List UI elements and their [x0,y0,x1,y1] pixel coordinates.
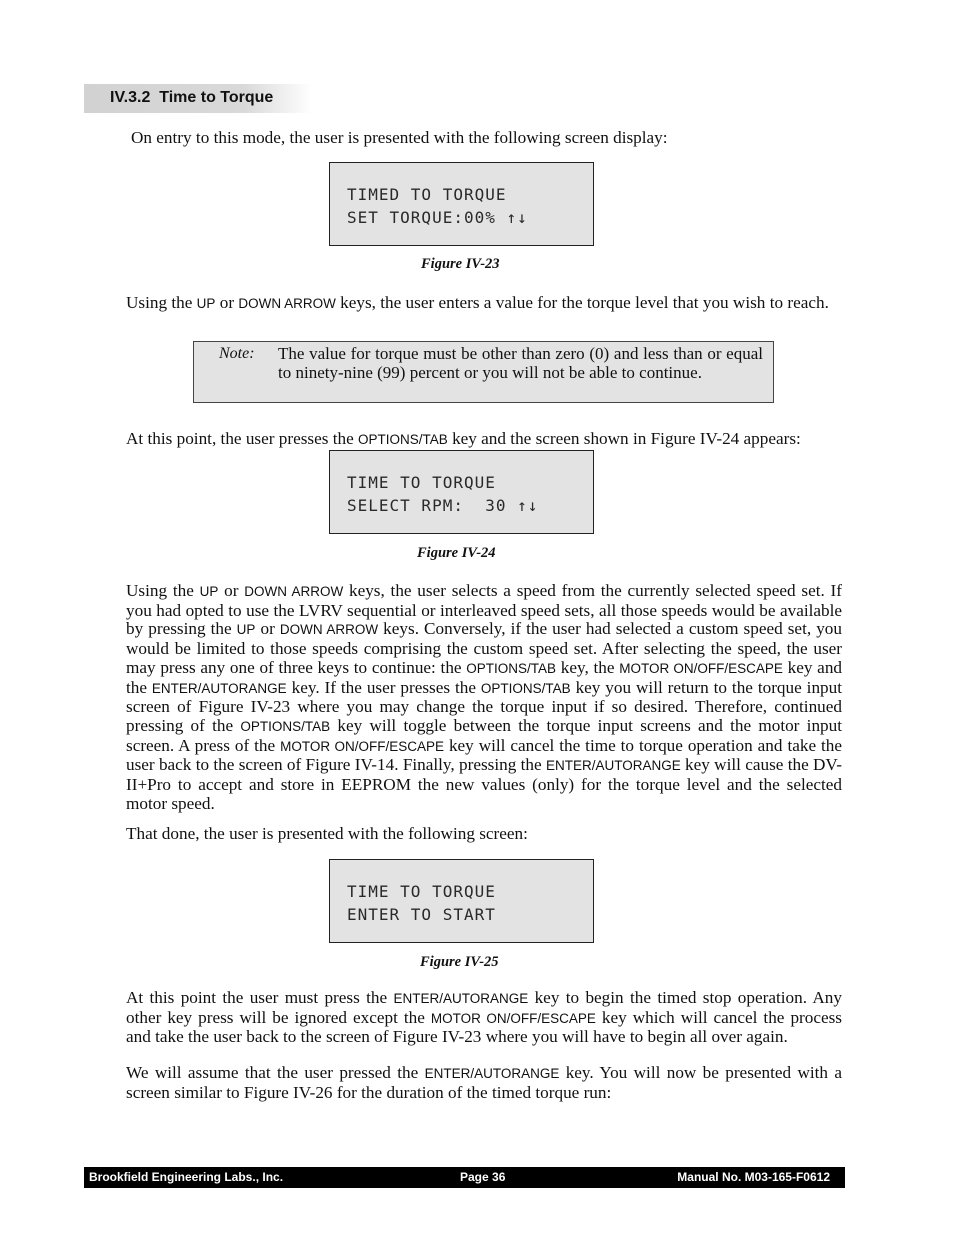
paragraph-assume-enter: We will assume that the user pressed the ENTER/AUTORANGE key. You will now be presented with a screen similar to Figure IV-26 for the duration of the timed torque run: [126,1063,842,1102]
footer-manual-number: Manual No. M03-165-F0612 [677,1170,830,1184]
lcd-screen-figure-iv-23 [329,162,594,246]
paragraph-that-done: That done, the user is presented with the following screen: [126,824,528,843]
paragraph-speed-selection: Using the UP or DOWN ARROW keys, the user selects a speed from the currently selected speed set. If you had opted to use the LVRV sequential or interleaved speed sets, all those speeds would be available by pressing the UP or DOWN ARROW keys. Conversely, if the user had selected a custom speed set, you would be limited to those speeds comprising the custom speed set. After selecting the speed, the user may press any one of three keys to continue: the OPTIONS/TAB key, the MOTOR ON/OFF/ESCAPE key and the ENTER/AUTORANGE key. If the user presses the OPTIONS/TAB key you will return to the torque input screen of Figure IV-23 where you may change the torque input if so desired. Therefore, continued pressing of the OPTIONS/TAB key will toggle between the torque input screens and the motor input screen. A press of the MOTOR ON/OFF/ESCAPE key will cancel the time to torque operation and take the user back to the screen of Figure IV-14. Finally, pressing the ENTER/AUTORANGE key will cause the DV-II+Pro to accept and store in EEPROM the new values (only) for the torque level and the selected motor speed. [126,581,843,813]
section-title: IV.3.2 Time to Torque [110,89,274,106]
lcd-line-2: SET TORQUE:00% ↑↓ [347,208,528,227]
paragraph-begin-operation: At this point the user must press the ENTER/AUTORANGE key to begin the timed stop operation. Any other key press will be ignored except the MOTOR ON/OFF/ESCAPE key which will cancel the process and take the user back to the screen of Figure IV-23 where you will have to begin all over again. [126,988,842,1047]
lcd-line-2: SELECT RPM: 30 ↑↓ [347,496,539,515]
paragraph-options-tab: At this point, the user presses the OPTIONS/TAB key and the screen shown in Figure IV-24 appears: [126,429,801,448]
footer-page-number: Page 36 [460,1170,506,1184]
figure-caption: Figure IV-23 [421,256,500,272]
lcd-line-1: TIME TO TORQUE [347,473,496,492]
intro-paragraph: On entry to this mode, the user is presented with the following screen display: [131,128,668,147]
note-label: Note: [219,345,255,362]
figure-caption: Figure IV-25 [420,954,499,970]
section-heading [84,84,312,113]
paragraph-torque-entry: Using the UP or DOWN ARROW keys, the user enters a value for the torque level that you wish to reach. [126,293,829,312]
note-text: The value for torque must be other than zero (0) and less than or equal to ninety-nine (99) percent or you will not be able to continue. [278,344,763,382]
lcd-screen-figure-iv-25 [329,859,594,943]
lcd-screen-figure-iv-24 [329,450,594,534]
note-box [193,341,774,403]
lcd-line-2: ENTER TO START [347,905,496,924]
figure-caption: Figure IV-24 [417,545,496,561]
page-footer [84,1167,845,1188]
footer-company: Brookfield Engineering Labs., Inc. [89,1170,284,1184]
lcd-line-1: TIMED TO TORQUE [347,185,507,204]
lcd-line-1: TIME TO TORQUE [347,882,496,901]
